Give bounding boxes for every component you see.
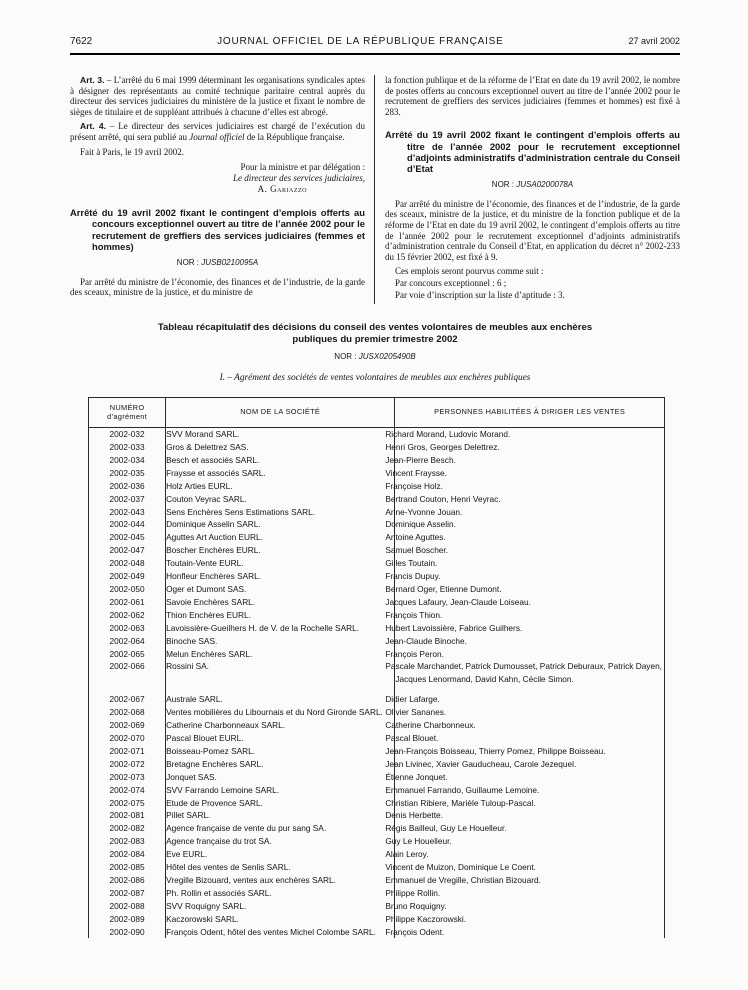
table-row xyxy=(89,835,665,848)
cell-numero: 2002-072 xyxy=(89,758,166,771)
arrete-2-line-3: Par voie d’inscription sur la liste d’aptitude : 3. xyxy=(395,289,565,300)
table-row xyxy=(89,706,665,719)
table-row xyxy=(89,900,665,913)
table-row xyxy=(89,454,665,467)
cell-personnes: Pascal Blouet. xyxy=(385,732,439,743)
table-row xyxy=(89,506,665,519)
cell-personnes: Régis Bailleul, Guy Le Houelleur. xyxy=(385,823,507,834)
cell-personnes: Jean Livinec, Xavier Gauducheau, Carole Jezequel. xyxy=(385,758,577,769)
header-numero-line2: d’agrément xyxy=(107,411,148,421)
cell-personnes: Richard Morand, Ludovic Morand. xyxy=(385,429,511,440)
text-columns xyxy=(70,75,680,304)
table-row xyxy=(89,719,665,732)
arrete-2-nor xyxy=(385,180,680,191)
cell-personnes: Didier Lafarge. xyxy=(385,694,440,705)
cell-numero: 2002-084 xyxy=(89,848,166,861)
cell-societe: Savoie Enchères SARL. xyxy=(166,596,395,609)
cell-societe: SVV Morand SARL. xyxy=(166,428,395,441)
cell-numero: 2002-082 xyxy=(89,822,166,835)
table-row xyxy=(89,874,665,887)
signature-function-line: Le directeur des services judiciaires, xyxy=(232,173,365,184)
cell-societe: Eve EURL. xyxy=(166,848,395,861)
header-personnes: PERSONNES HABILITÉES À DIRIGER LES VENTES xyxy=(395,398,665,428)
cell-numero: 2002-069 xyxy=(89,719,166,732)
cell-numero: 2002-061 xyxy=(89,596,166,609)
cell-numero: 2002-075 xyxy=(89,797,166,810)
nor-value: JUSA0200078A xyxy=(516,180,574,190)
arrete-2-body: Par arrêté du ministre de l’économie, des finances et de l’industrie, de la garde des sceaux, ministre de la justice, et du ministre de la fonction publique et de la réforme de l’Etat en date du 19 avril 2002, le contingent d’emplois offerts au titre de l’année 2002 pour le recrutement exceptionnel d’adjoints administratifs d’administration centrale du Conseil d’Etat, en application du décret n° 2002-233 du 15 février 2002, est fixé à 9. xyxy=(385,198,680,262)
cell-numero: 2002-066 xyxy=(89,660,166,686)
cell-societe: Boisseau-Pomez SARL. xyxy=(166,745,395,758)
cell-societe: Australe SARL. xyxy=(166,686,395,706)
table-row xyxy=(89,493,665,506)
table-row xyxy=(89,758,665,771)
cell-numero: 2002-035 xyxy=(89,467,166,480)
cell-societe: Melun Enchères SARL. xyxy=(166,648,395,661)
table-nor xyxy=(70,352,680,361)
table-row xyxy=(89,848,665,861)
cell-societe: Holz Arties EURL. xyxy=(166,480,395,493)
cell-numero: 2002-032 xyxy=(89,428,166,441)
cell-numero: 2002-045 xyxy=(89,531,166,544)
cell-numero: 2002-081 xyxy=(89,809,166,822)
cell-societe: Boscher Enchères EURL. xyxy=(166,544,395,557)
table-row xyxy=(89,428,665,441)
table-row xyxy=(89,887,665,900)
cell-numero: 2002-043 xyxy=(89,506,166,519)
right-column xyxy=(374,75,680,304)
cell-societe: Honfleur Enchères SARL. xyxy=(166,570,395,583)
cell-societe: Couton Veyrac SARL. xyxy=(166,493,395,506)
table-row xyxy=(89,745,665,758)
cell-personnes: Étienne Jonquet. xyxy=(385,771,448,782)
arrete-1-title: Arrêté du 19 avril 2002 fixant le contingent d’emplois offerts au concours exceptionnel ouvert au titre de l’année 2002 pour le recrutement de greffiers des services judiciaires (femmes et hommes) xyxy=(70,207,365,252)
fait-line: Fait à Paris, le 19 avril 2002. xyxy=(80,146,184,157)
nor-label: NOR : xyxy=(176,257,200,267)
cell-societe: Binoche SAS. xyxy=(166,635,395,648)
table-row xyxy=(89,544,665,557)
table-row xyxy=(89,861,665,874)
table-row xyxy=(89,648,665,661)
cell-numero: 2002-064 xyxy=(89,635,166,648)
cell-numero: 2002-087 xyxy=(89,887,166,900)
left-column xyxy=(70,75,374,304)
table-row xyxy=(89,913,665,926)
cell-societe: Catherine Charbonneaux SARL. xyxy=(166,719,395,732)
cell-societe: Pascal Blouet EURL. xyxy=(166,732,395,745)
cell-personnes: Vincent Fraysse. xyxy=(385,467,447,478)
cell-numero: 2002-062 xyxy=(89,609,166,622)
nor-value: JUSB0210095A xyxy=(201,257,259,267)
cell-societe: Ph. Rollin et associés SARL. xyxy=(166,887,395,900)
cell-personnes: Denis Herbette. xyxy=(385,810,443,821)
cell-numero: 2002-068 xyxy=(89,706,166,719)
cell-numero: 2002-036 xyxy=(89,480,166,493)
table-row xyxy=(89,518,665,531)
cell-societe: Agence française du trot SA. xyxy=(166,835,395,848)
cell-numero: 2002-063 xyxy=(89,622,166,635)
cell-societe: Besch et associés SARL. xyxy=(166,454,395,467)
cell-personnes: Jean-Pierre Besch. xyxy=(385,454,456,465)
table-row xyxy=(89,660,665,686)
cell-numero: 2002-086 xyxy=(89,874,166,887)
cell-societe: Pillet SARL. xyxy=(166,809,395,822)
article-4-label: Art. 4. xyxy=(80,121,106,132)
cell-societe: SVV Roquigny SARL. xyxy=(166,900,395,913)
cell-personnes: Dominique Asselin. xyxy=(385,519,456,530)
cell-personnes: Emmanuel Farrando, Guillaume Lemoine. xyxy=(385,784,540,795)
cell-personnes: Gilles Toutain. xyxy=(385,558,438,569)
cell-societe: Hôtel des ventes de Senlis SARL. xyxy=(166,861,395,874)
table-row xyxy=(89,784,665,797)
table-section-heading xyxy=(70,322,680,383)
cell-numero: 2002-047 xyxy=(89,544,166,557)
table-row xyxy=(89,822,665,835)
cell-numero: 2002-074 xyxy=(89,784,166,797)
cell-societe: Bretagne Enchères SARL. xyxy=(166,758,395,771)
cell-personnes: Jean-Claude Binoche. xyxy=(385,635,467,646)
arrete-1-nor xyxy=(70,258,365,269)
table-row xyxy=(89,557,665,570)
article-4-text-pre: – Le directeur des services judiciaires est chargé de l’exécution du présent arrêté, qui sera publié au xyxy=(70,121,366,142)
cell-societe: Kaczorowski SARL. xyxy=(166,913,395,926)
table-row xyxy=(89,570,665,583)
cell-numero: 2002-048 xyxy=(89,557,166,570)
table-row xyxy=(89,609,665,622)
article-3-label: Art. 3. xyxy=(80,75,105,85)
cell-numero: 2002-073 xyxy=(89,771,166,784)
cell-numero: 2002-044 xyxy=(89,518,166,531)
table-row xyxy=(89,686,665,706)
header-societe: NOM DE LA SOCIÉTÉ xyxy=(166,398,395,428)
cell-societe: Gros & Delettrez SAS. xyxy=(166,441,395,454)
cell-personnes: Bernard Oger, Etienne Dumont. xyxy=(385,584,502,594)
arrete-1-body: Par arrêté du ministre de l’économie, des finances et de l’industrie, de la garde des sceaux, ministre de la justice, et du ministre de xyxy=(70,276,365,298)
cell-societe: Dominique Asselin SARL. xyxy=(166,518,395,531)
cell-societe: Lavoissière-Gueilhers H. de V. de la Rochelle SARL. xyxy=(166,622,395,635)
cell-numero: 2002-071 xyxy=(89,745,166,758)
cell-personnes: Hubert Lavoissière, Fabrice Guilhers. xyxy=(385,622,523,633)
cell-personnes: Catherine Charbonneux. xyxy=(385,720,476,731)
table-row xyxy=(89,531,665,544)
signature-block xyxy=(70,162,365,195)
cell-societe: Jonquet SAS. xyxy=(166,771,395,784)
cell-personnes: François Thion. xyxy=(385,609,443,620)
cell-personnes: Francis Dupuy. xyxy=(385,571,441,582)
article-3-paragraph xyxy=(70,75,365,117)
table-row xyxy=(89,732,665,745)
arrete-2-line-2: Par concours exceptionnel : 6 ; xyxy=(395,277,507,288)
cell-numero: 2002-085 xyxy=(89,861,166,874)
cell-numero: 2002-083 xyxy=(89,835,166,848)
cell-personnes: Guy Le Houelleur. xyxy=(385,836,452,847)
cell-societe: Agence française de vente du pur sang SA. xyxy=(166,822,395,835)
cell-societe: Vregille Bizouard, ventes aux enchères SARL. xyxy=(166,874,395,887)
cell-personnes: Philippe Rollin. xyxy=(385,887,441,898)
cell-personnes: François Odent. xyxy=(385,926,445,937)
table-body xyxy=(89,428,665,939)
cell-numero: 2002-090 xyxy=(89,926,166,939)
cell-societe: Rossini SA. xyxy=(166,660,395,686)
signature-delegation-line: Pour la ministre et par délégation : xyxy=(240,162,365,173)
cell-numero: 2002-037 xyxy=(89,493,166,506)
cell-personnes: Samuel Boscher. xyxy=(385,545,449,556)
header-numero xyxy=(89,398,166,428)
cell-personnes: Alain Leroy. xyxy=(385,849,429,860)
cell-personnes: Pascale Marchandet, Patrick Dumousset, Patrick Deburaux, Patrick Dayen, Jacques Lenormand, David Kahn, Cécile Simon. xyxy=(385,661,662,685)
cell-personnes: Françoise Holz. xyxy=(385,480,443,491)
table-row xyxy=(89,596,665,609)
table-row xyxy=(89,771,665,784)
cell-personnes: Antoine Aguttes. xyxy=(385,532,446,543)
table-row xyxy=(89,441,665,454)
table-row xyxy=(89,797,665,810)
table-row xyxy=(89,480,665,493)
cell-personnes: Philippe Kaczorowski. xyxy=(385,913,467,924)
table-subtitle: I. – Agrément des sociétés de ventes volontaires de meubles aux enchères publiques xyxy=(219,373,531,384)
cell-personnes: François Peron. xyxy=(385,648,444,659)
cell-numero: 2002-067 xyxy=(89,686,166,706)
cell-numero: 2002-089 xyxy=(89,913,166,926)
page-number: 7622 xyxy=(70,36,93,47)
article-4-text-post: de la République française. xyxy=(244,131,345,142)
cell-personnes: Anne-Yvonne Jouan. xyxy=(385,506,463,517)
cell-personnes: Bruno Roquigny. xyxy=(385,900,447,911)
cell-personnes: Jean-François Boisseau, Thierry Pomez, Philippe Boisseau. xyxy=(385,745,606,756)
cell-societe: Sens Enchères Sens Estimations SARL. xyxy=(166,506,395,519)
cell-societe: Oger et Dumont SAS. xyxy=(166,583,395,596)
table-row xyxy=(89,635,665,648)
cell-numero: 2002-049 xyxy=(89,570,166,583)
nor-label: NOR : xyxy=(334,352,357,362)
cell-societe: François Odent, hôtel des ventes Michel Colombe SARL. xyxy=(166,926,395,939)
journal-title: JOURNAL OFFICIEL DE LA RÉPUBLIQUE FRANÇAISE xyxy=(217,36,504,47)
cell-personnes: Olivier Sananes. xyxy=(385,707,447,718)
cell-societe: Fraysse et associés SARL. xyxy=(166,467,395,480)
cell-societe: Etude de Provence SARL. xyxy=(166,797,395,810)
page-header xyxy=(70,36,680,47)
agrement-table xyxy=(88,397,665,938)
table-row xyxy=(89,926,665,939)
cell-personnes: Bertrand Couton, Henri Veyrac. xyxy=(385,493,501,504)
article-4-text-italic: Journal officiel xyxy=(189,131,245,142)
cell-personnes: Henri Gros, Georges Delettrez. xyxy=(385,442,500,453)
cell-numero: 2002-050 xyxy=(89,583,166,596)
table-row xyxy=(89,622,665,635)
article-3-text: – L’arrêté du 6 mai 1999 déterminant les organisations syndicales aptes à désigner des représentants au comité technique paritaire central auprès du directeur des services judiciaires du ministère de la justice et fixant le nombre de sièges de titulaire et de suppléant attribués à chacune d’elles est abrogé. xyxy=(70,75,366,117)
cell-societe: Aguttes Art Auction EURL. xyxy=(166,531,395,544)
arrete-2-line-1: Ces emplois seront pourvus comme suit : xyxy=(395,266,544,277)
cell-societe: Ventes mobilières du Libournais et du Nord Gironde SARL. xyxy=(166,706,395,719)
nor-value: JUSX0205490B xyxy=(358,352,416,362)
cell-societe: SVV Farrando Lemoine SARL. xyxy=(166,784,395,797)
cell-numero: 2002-033 xyxy=(89,441,166,454)
cell-numero: 2002-065 xyxy=(89,648,166,661)
nor-label: NOR : xyxy=(491,180,515,190)
table-row xyxy=(89,467,665,480)
cell-numero: 2002-088 xyxy=(89,900,166,913)
table-header xyxy=(89,398,665,428)
cell-numero: 2002-070 xyxy=(89,732,166,745)
cell-personnes: Emmanuel de Vregille, Christian Bizouard. xyxy=(385,874,541,885)
article-4-paragraph xyxy=(70,121,365,142)
cell-personnes: Vincent de Muizon, Dominique Le Coent. xyxy=(385,862,536,873)
header-rule xyxy=(70,53,680,55)
arrete-1-body-continuation: la fonction publique et de la réforme de l’Etat en date du 19 avril 2002, le nombre de postes offerts au concours exceptionnel ouvert au titre de l’année 2002 pour le recrutement de greffiers des services judiciaires (femmes et hommes) est fixé à 283. xyxy=(385,75,680,117)
cell-societe: Toutain-Vente EURL. xyxy=(166,557,395,570)
cell-societe: Thion Enchères EURL. xyxy=(166,609,395,622)
table-row xyxy=(89,809,665,822)
cell-personnes: Jacques Lafaury, Jean-Claude Loiseau. xyxy=(385,596,531,607)
table-row xyxy=(89,583,665,596)
header-numero-line1: NUMÉRO xyxy=(109,403,145,413)
table-title: Tableau récapitulatif des décisions du conseil des ventes volontaires de meubles aux enchères publiques du premier trimestre 2002 xyxy=(157,322,593,345)
arrete-2-title: Arrêté du 19 avril 2002 fixant le contingent d’emplois offerts au titre de l’année 2002 pour le recrutement exceptionnel d’adjoints administratifs d’administration centrale du Conseil d’Etat xyxy=(385,129,680,174)
cell-numero: 2002-034 xyxy=(89,454,166,467)
cell-personnes: Christian Ribiere, Marièle Tuloup-Pascal. xyxy=(385,797,536,808)
signature-name: A. Gariazzo xyxy=(257,184,307,195)
issue-date: 27 avril 2002 xyxy=(628,36,680,46)
